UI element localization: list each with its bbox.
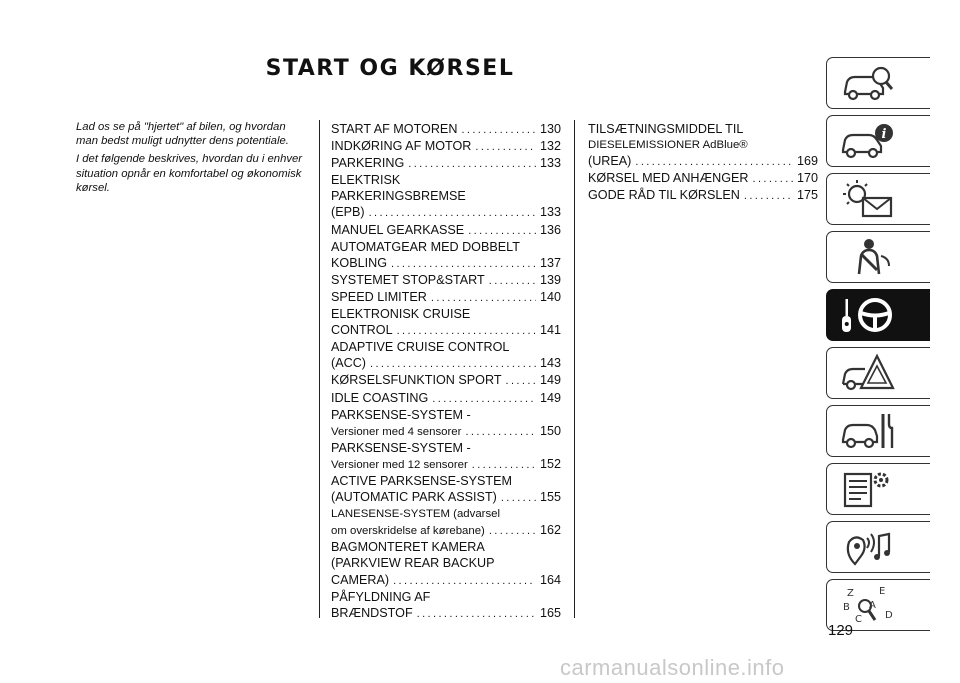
toc-entry-text: ELEKTRONISK CRUISE bbox=[331, 307, 471, 322]
chapter-tabs bbox=[826, 57, 930, 637]
toc-entry[interactable] bbox=[588, 187, 818, 204]
seatbelt-airbag-icon bbox=[839, 236, 895, 278]
toc-entry[interactable] bbox=[331, 372, 561, 389]
toc-page-number: 133 bbox=[539, 156, 561, 171]
toc-entry[interactable] bbox=[331, 473, 561, 506]
toc-entry-text: AUTOMATGEAR MED DOBBELT bbox=[331, 239, 520, 254]
toc-page-number: 152 bbox=[539, 456, 561, 471]
toc-leader-dots bbox=[461, 122, 536, 138]
toc-entry-text: KØRSELSFUNKTION SPORT bbox=[331, 373, 502, 388]
toc-entry-text: CAMERA) bbox=[331, 572, 390, 587]
toc-entry-text: om overskridelse af kørebane) bbox=[331, 525, 485, 538]
key-steering-wheel-icon bbox=[839, 294, 895, 336]
index-letter-text: D bbox=[885, 610, 893, 621]
watermark: carmanualsonline.info bbox=[560, 655, 785, 680]
toc-entry[interactable] bbox=[331, 390, 561, 407]
toc-leader-dots bbox=[635, 154, 793, 170]
toc-page-number: 175 bbox=[796, 188, 818, 203]
index-letter-text: Z bbox=[847, 588, 854, 599]
toc-leader-dots bbox=[744, 188, 793, 204]
toc-leader-dots bbox=[489, 523, 536, 539]
toc-entry[interactable] bbox=[331, 539, 561, 588]
index-letter-text: A bbox=[869, 600, 876, 611]
toc-entry-text: IDLE COASTING bbox=[331, 390, 429, 405]
toc-entry-text: ADAPTIVE CRUISE CONTROL bbox=[331, 340, 510, 355]
toc-entry-text: BAGMONTERET KAMERA bbox=[331, 540, 485, 555]
toc-entry-text: PARKSENSE-SYSTEM - bbox=[331, 407, 471, 422]
toc-leader-dots bbox=[391, 256, 536, 272]
intro-text bbox=[76, 120, 304, 199]
toc-entry-text: (ACC) bbox=[331, 356, 366, 371]
toc-entry-text: TILSÆTNINGSMIDDEL TIL bbox=[588, 122, 744, 136]
toc-entry-text: PARKSENSE-SYSTEM - bbox=[331, 440, 471, 455]
page-number: 129 bbox=[828, 622, 854, 639]
toc-leader-dots bbox=[370, 356, 536, 372]
column-divider bbox=[319, 120, 320, 618]
toc-entry-text: SPEED LIMITER bbox=[331, 289, 427, 304]
toc-entry-text: PARKERINGSBREMSE bbox=[331, 189, 466, 204]
tab-technical-data[interactable] bbox=[826, 463, 930, 515]
toc-entry[interactable] bbox=[331, 506, 561, 539]
svg-text:i: i bbox=[881, 127, 887, 142]
car-search-icon bbox=[839, 62, 895, 104]
toc-page-number: 143 bbox=[539, 356, 561, 371]
toc-page-number: 141 bbox=[539, 323, 561, 338]
toc-entry[interactable] bbox=[331, 239, 561, 272]
toc-leader-dots bbox=[393, 573, 536, 589]
toc-page-number: 150 bbox=[539, 423, 561, 438]
tab-emergency[interactable] bbox=[826, 347, 930, 399]
car-info-icon bbox=[839, 120, 895, 162]
toc-leader-dots bbox=[432, 391, 536, 407]
toc-entry-text: ACTIVE PARKSENSE-SYSTEM bbox=[331, 473, 513, 488]
toc-entry-text: PÅFYLDNING AF bbox=[331, 589, 431, 604]
toc-page-number: 170 bbox=[796, 171, 818, 186]
toc-page-number: 130 bbox=[539, 122, 561, 136]
tab-start-driving[interactable] bbox=[826, 289, 930, 341]
tab-car-info[interactable] bbox=[826, 115, 930, 167]
toc-entry-text: DIESELEMISSIONER AdBlue® bbox=[588, 139, 748, 152]
toc-entry-text: SYSTEMET STOP&START bbox=[331, 272, 485, 287]
toc-leader-dots bbox=[408, 156, 536, 172]
toc-leader-dots bbox=[369, 205, 536, 221]
toc-entry[interactable] bbox=[331, 272, 561, 289]
tab-maintenance[interactable] bbox=[826, 405, 930, 457]
toc-entry[interactable] bbox=[331, 138, 561, 155]
toc-entry[interactable] bbox=[588, 121, 818, 170]
toc-entry[interactable] bbox=[331, 155, 561, 172]
toc-leader-dots bbox=[472, 457, 536, 473]
toc-entry[interactable] bbox=[331, 306, 561, 339]
specifications-gear-icon bbox=[839, 468, 895, 510]
toc-page-number: 132 bbox=[539, 139, 561, 154]
toc-entry-text: ELEKTRISK bbox=[331, 173, 401, 188]
toc-entry-text: (AUTOMATIC PARK ASSIST) bbox=[331, 490, 497, 505]
page-title: START OG KØRSEL bbox=[265, 56, 515, 81]
toc-page-number: 165 bbox=[539, 605, 561, 620]
toc-page-number: 169 bbox=[796, 154, 818, 169]
car-tools-icon bbox=[839, 410, 895, 452]
toc-entry-text: KOBLING bbox=[331, 255, 387, 270]
toc-entry[interactable] bbox=[331, 407, 561, 440]
toc-leader-dots bbox=[489, 273, 536, 289]
toc-entry[interactable] bbox=[331, 440, 561, 473]
toc-entry-text: CONTROL bbox=[331, 323, 393, 338]
tab-car-search[interactable] bbox=[826, 57, 930, 109]
toc-entry[interactable] bbox=[331, 222, 561, 239]
intro-paragraph: I det følgende beskrives, hvordan du i enhver situation opnår en komfortabel og økonomisk kørsel. bbox=[76, 153, 303, 194]
toc-page-number: 133 bbox=[539, 205, 561, 220]
toc-leader-dots bbox=[501, 490, 536, 506]
toc-entry-text: MANUEL GEARKASSE bbox=[331, 222, 465, 237]
toc-entry-text: PARKERING bbox=[331, 156, 405, 171]
toc-entry[interactable] bbox=[588, 170, 818, 187]
toc-entry[interactable] bbox=[331, 339, 561, 372]
multimedia-connectivity-icon bbox=[839, 526, 895, 568]
tab-multimedia[interactable] bbox=[826, 521, 930, 573]
toc-entry-text: (UREA) bbox=[588, 154, 632, 169]
toc-page-number: 162 bbox=[539, 523, 561, 538]
toc-entry-text: LANESENSE-SYSTEM (advarsel bbox=[331, 508, 501, 521]
toc-entry[interactable] bbox=[331, 121, 561, 138]
index-letter-text: B bbox=[843, 602, 850, 613]
toc-leader-dots bbox=[417, 606, 536, 622]
toc-leader-dots bbox=[465, 424, 536, 440]
toc-entry[interactable] bbox=[331, 289, 561, 306]
toc-entry-text: BRÆNDSTOF bbox=[331, 605, 413, 620]
index-letter-text: E bbox=[879, 586, 886, 597]
tab-warning-lights[interactable] bbox=[826, 173, 930, 225]
toc-leader-dots bbox=[752, 171, 793, 187]
car-warning-triangle-icon bbox=[839, 352, 895, 394]
toc-entry[interactable] bbox=[331, 172, 561, 221]
toc-leader-dots bbox=[468, 223, 536, 239]
toc-entry-text: Versioner med 4 sensorer bbox=[331, 425, 462, 438]
toc-entry-text: KØRSEL MED ANHÆNGER bbox=[588, 171, 749, 186]
column-divider bbox=[574, 120, 575, 618]
toc-page-number: 139 bbox=[539, 272, 561, 287]
toc-page-number: 140 bbox=[539, 289, 561, 304]
toc-page-number: 137 bbox=[539, 255, 561, 270]
toc-column-left bbox=[331, 121, 561, 622]
toc-leader-dots bbox=[506, 373, 536, 389]
toc-page-number: 164 bbox=[539, 572, 561, 587]
index-letter-text: C bbox=[855, 614, 862, 625]
alphabetical-index-icon bbox=[839, 584, 895, 626]
toc-leader-dots bbox=[431, 290, 536, 306]
tab-safety[interactable] bbox=[826, 231, 930, 283]
toc-leader-dots bbox=[397, 323, 536, 339]
intro-paragraph: Lad os se på "hjertet" af bilen, og hvordan man bedst muligt udnytter dens potentiale. bbox=[76, 121, 289, 148]
toc-entry-text: INDKØRING AF MOTOR bbox=[331, 139, 472, 154]
toc-page-number: 155 bbox=[539, 490, 561, 505]
toc-entry-text: GODE RÅD TIL KØRSLEN bbox=[588, 188, 740, 203]
toc-entry[interactable] bbox=[331, 589, 561, 622]
toc-entry-text: START AF MOTOREN bbox=[331, 122, 458, 136]
toc-column-right bbox=[588, 121, 818, 204]
toc-page-number: 149 bbox=[539, 373, 561, 388]
toc-leader-dots bbox=[475, 139, 536, 155]
toc-page-number: 149 bbox=[539, 390, 561, 405]
toc-entry-text: (EPB) bbox=[331, 205, 365, 220]
toc-entry-text: (PARKVIEW REAR BACKUP bbox=[331, 556, 495, 571]
warning-light-message-icon bbox=[839, 178, 895, 220]
toc-page-number: 136 bbox=[539, 222, 561, 237]
toc-entry-text: Versioner med 12 sensorer bbox=[331, 458, 468, 471]
